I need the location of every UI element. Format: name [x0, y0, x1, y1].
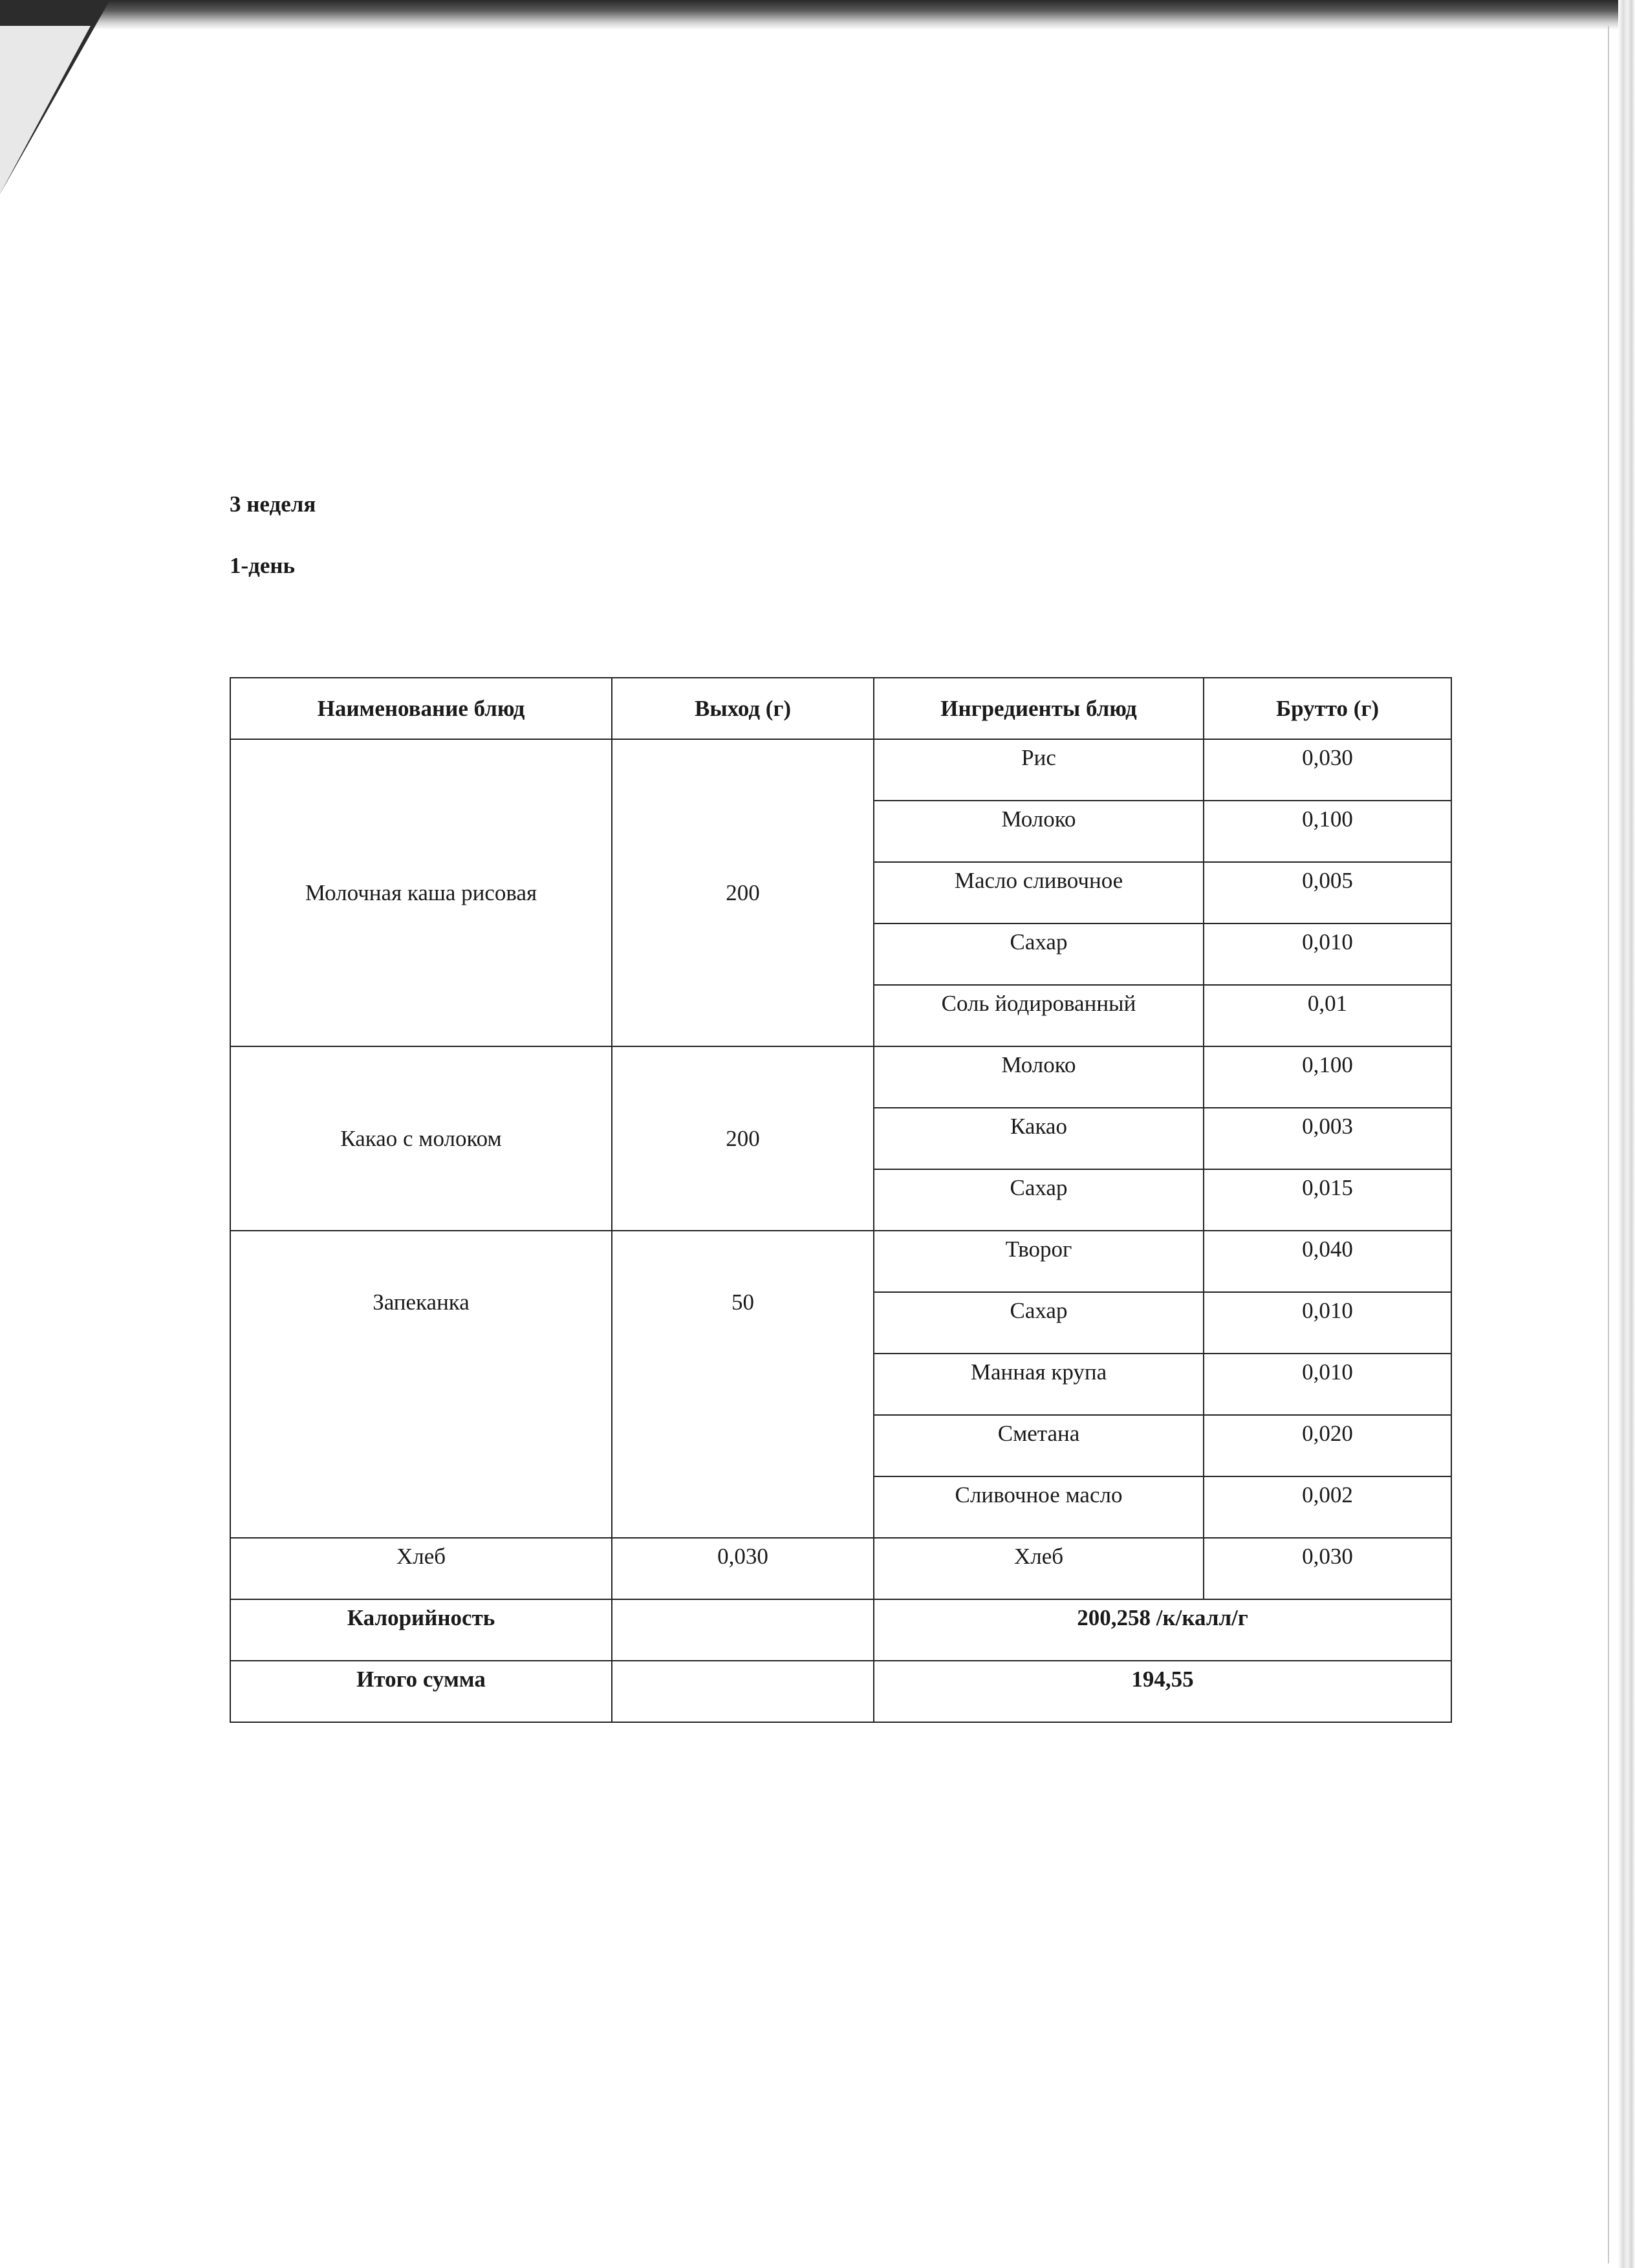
total-row [230, 1661, 1451, 1722]
ingredient-name: Соль йодированный [874, 985, 1204, 1046]
table-row [230, 1046, 1451, 1108]
ingredient-gross: 0,010 [1204, 1292, 1451, 1354]
ingredient-name: Масло сливочное [874, 862, 1204, 923]
ingredient-gross: 0,005 [1204, 862, 1451, 923]
ingredient-gross: 0,030 [1204, 1538, 1451, 1599]
table-header-row [230, 678, 1451, 739]
ingredient-name: Сахар [874, 923, 1204, 985]
ingredient-name: Молоко [874, 801, 1204, 862]
scan-folded-corner-highlight [0, 26, 91, 194]
menu-table [230, 677, 1452, 1723]
ingredient-name: Сметана [874, 1415, 1204, 1476]
ingredient-name: Молоко [874, 1046, 1204, 1108]
table-row [230, 1538, 1451, 1599]
header-yield: Выход (г) [612, 678, 874, 739]
dish-yield: 200 [612, 1046, 874, 1231]
scan-edge-top [0, 0, 1635, 30]
calories-value: 200,258 /к/калл/г [874, 1599, 1451, 1661]
ingredient-name: Сахар [874, 1292, 1204, 1354]
scan-edge-line [1608, 26, 1609, 2263]
ingredient-gross: 0,010 [1204, 923, 1451, 985]
total-value: 194,55 [874, 1661, 1451, 1722]
ingredient-gross: 0,100 [1204, 801, 1451, 862]
ingredient-gross: 0,002 [1204, 1476, 1451, 1538]
ingredient-name: Сливочное масло [874, 1476, 1204, 1538]
ingredient-name: Сахар [874, 1169, 1204, 1231]
total-label: Итого сумма [230, 1661, 612, 1722]
calories-label: Калорийность [230, 1599, 612, 1661]
header-dish-name: Наименование блюд [230, 678, 612, 739]
day-label: 1-день [230, 553, 296, 578]
ingredient-gross: 0,01 [1204, 985, 1451, 1046]
ingredient-name: Какао [874, 1108, 1204, 1169]
table-row [230, 739, 1451, 801]
scan-edge-right [1618, 0, 1635, 2268]
ingredient-gross: 0,015 [1204, 1169, 1451, 1231]
ingredient-gross: 0,020 [1204, 1415, 1451, 1476]
ingredient-name: Творог [874, 1231, 1204, 1292]
dish-yield: 0,030 [612, 1538, 874, 1599]
ingredient-gross: 0,040 [1204, 1231, 1451, 1292]
ingredient-name: Рис [874, 739, 1204, 801]
dish-yield: 200 [612, 739, 874, 1046]
ingredient-gross: 0,003 [1204, 1108, 1451, 1169]
dish-yield: 50 [612, 1231, 874, 1538]
header-gross: Брутто (г) [1204, 678, 1451, 739]
dish-name: Запеканка [230, 1231, 612, 1538]
dish-name: Какао с молоком [230, 1046, 612, 1231]
ingredient-gross: 0,030 [1204, 739, 1451, 801]
ingredient-gross: 0,010 [1204, 1354, 1451, 1415]
dish-name: Молочная каша рисовая [230, 739, 612, 1046]
dish-name: Хлеб [230, 1538, 612, 1599]
header-ingredients: Ингредиенты блюд [874, 678, 1204, 739]
ingredient-name: Хлеб [874, 1538, 1204, 1599]
table-row [230, 1231, 1451, 1292]
calories-empty-cell [612, 1599, 874, 1661]
ingredient-name: Манная крупа [874, 1354, 1204, 1415]
week-label: 3 неделя [230, 491, 316, 517]
ingredient-gross: 0,100 [1204, 1046, 1451, 1108]
total-empty-cell [612, 1661, 874, 1722]
calories-row [230, 1599, 1451, 1661]
